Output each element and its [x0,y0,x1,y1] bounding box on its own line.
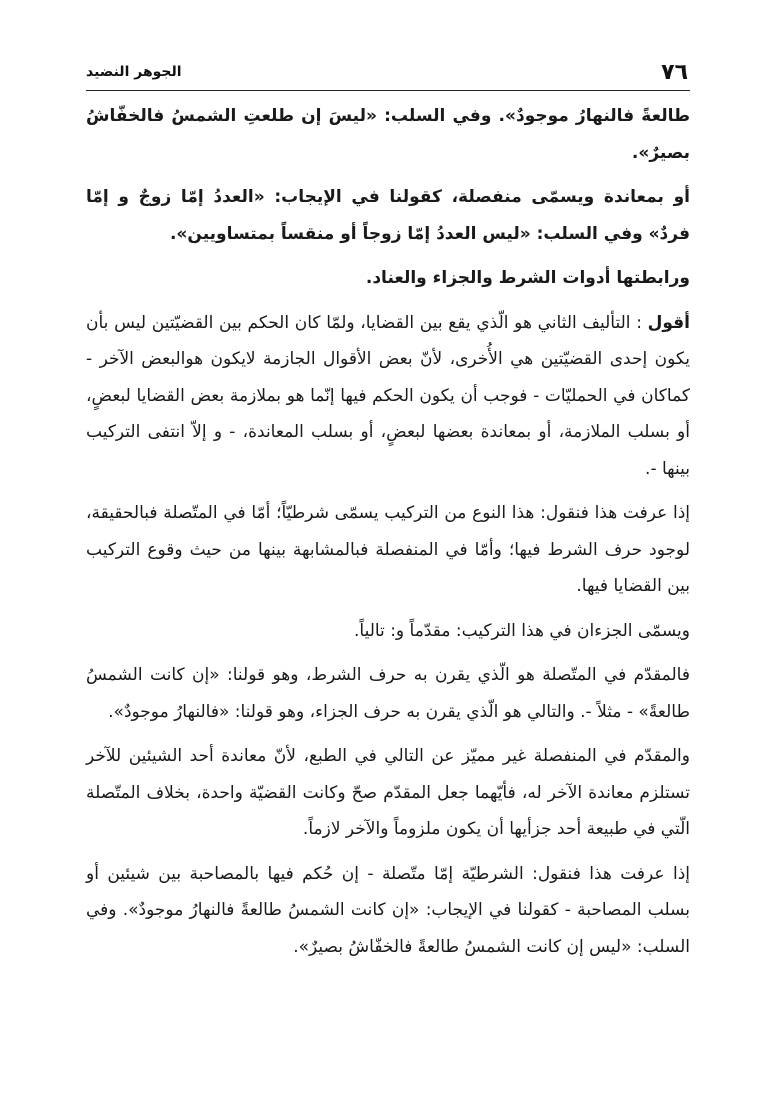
paragraph-6: ويسمّى الجزءان في هذا التركيب: مقدّماً و: تالياً. [353,620,690,641]
header-divider [86,90,690,91]
page-number: ٧٦ [661,60,688,85]
paragraph-9: إذا عرفت هذا فنقول: الشرطيّة إمّا متّصلة - إن حُكم فيها بالمصاحبة بين شيئين أو بسلب المصاحبة - كقولنا في الإيجاب: «إن كانت الشمسُ طالعةً فالنهارُ موجودٌ». وفي السلب: «ليس إن كانت الشمسُ طالعةً فالخفّاشُ بصيرٌ». [86,863,690,957]
paragraph-4-text: : التأليف الثاني هو الّذي يقع بين القضايا، ولمّا كان الحكم بين القضيّتين ليس بأن يكون إحدى القضيّتين هي الأُخرى، لأنّ بعض الأقوال الجازمة لايكون هوالبعض الآخر - كماكان في الحمليّات - فوجب أن يكون الحكم فيها إنّما هو بملازمة بعض القضايا لبعضٍ، أو بسلب الملازمة، أو بمعاندة بعضها لبعضٍ، أو بسلب المعاندة، - و إلاّ انتفى التركيب بينها -. [86,312,690,479]
page-header [86,58,688,88]
paragraph-4 [86,305,690,488]
page-body [86,98,690,965]
paragraph-5: إذا عرفت هذا فنقول: هذا النوع من التركيب يسمّى شرطيّاً؛ أمّا في المتّصلة فبالحقيقة، لوجود حرف الشرط فيها؛ وأمّا في المنفصلة فبالمشابهة بينها من حيث وقوع التركيب بين القضايا فيها. [86,503,690,596]
paragraph-3: ورابطتها أدوات الشرط والجزاء والعناد. [365,268,690,288]
paragraph-1: طالعةً فالنهارُ موجودٌ». وفي السلب: «ليسَ إن طلعتِ الشمسُ فالخفّاشُ بصيرٌ». [86,106,690,163]
book-title: الجوهر النضيد [86,64,182,80]
paragraph-4-lead: أقول [647,312,690,333]
paragraph-2: أو بمعاندة ويسمّى منفصلة، كقولنا في الإيجاب: «العددُ إمّا زوجٌ و إمّا فردٌ» وفي السلب: «ليس العددُ إمّا زوجاً أو منقساً بمتساويين». [86,187,690,244]
paragraph-8: والمقدّم في المنفصلة غير مميّز عن التالي في الطبع، لأنّ معاندة أحد الشيئين للآخر تستلزم معاندة الآخر له، فأيّهما جعل المقدّم صحّ وكانت القضيّة واحدة، بخلاف المتّصلة الّتي في طبيعة أحد جزأيها أن يكون ملزوماً والآخر لازماً. [86,746,690,839]
paragraph-7: فالمقدّم في المتّصلة هو الّذي يقرن به حرف الشرط، وهو قولنا: «إن كانت الشمسُ طالعةً» - مثلاً -. والتالي هو الّذي يقرن به حرف الجزاء، وهو قولنا: «فالنهارُ موجودٌ». [86,665,690,722]
